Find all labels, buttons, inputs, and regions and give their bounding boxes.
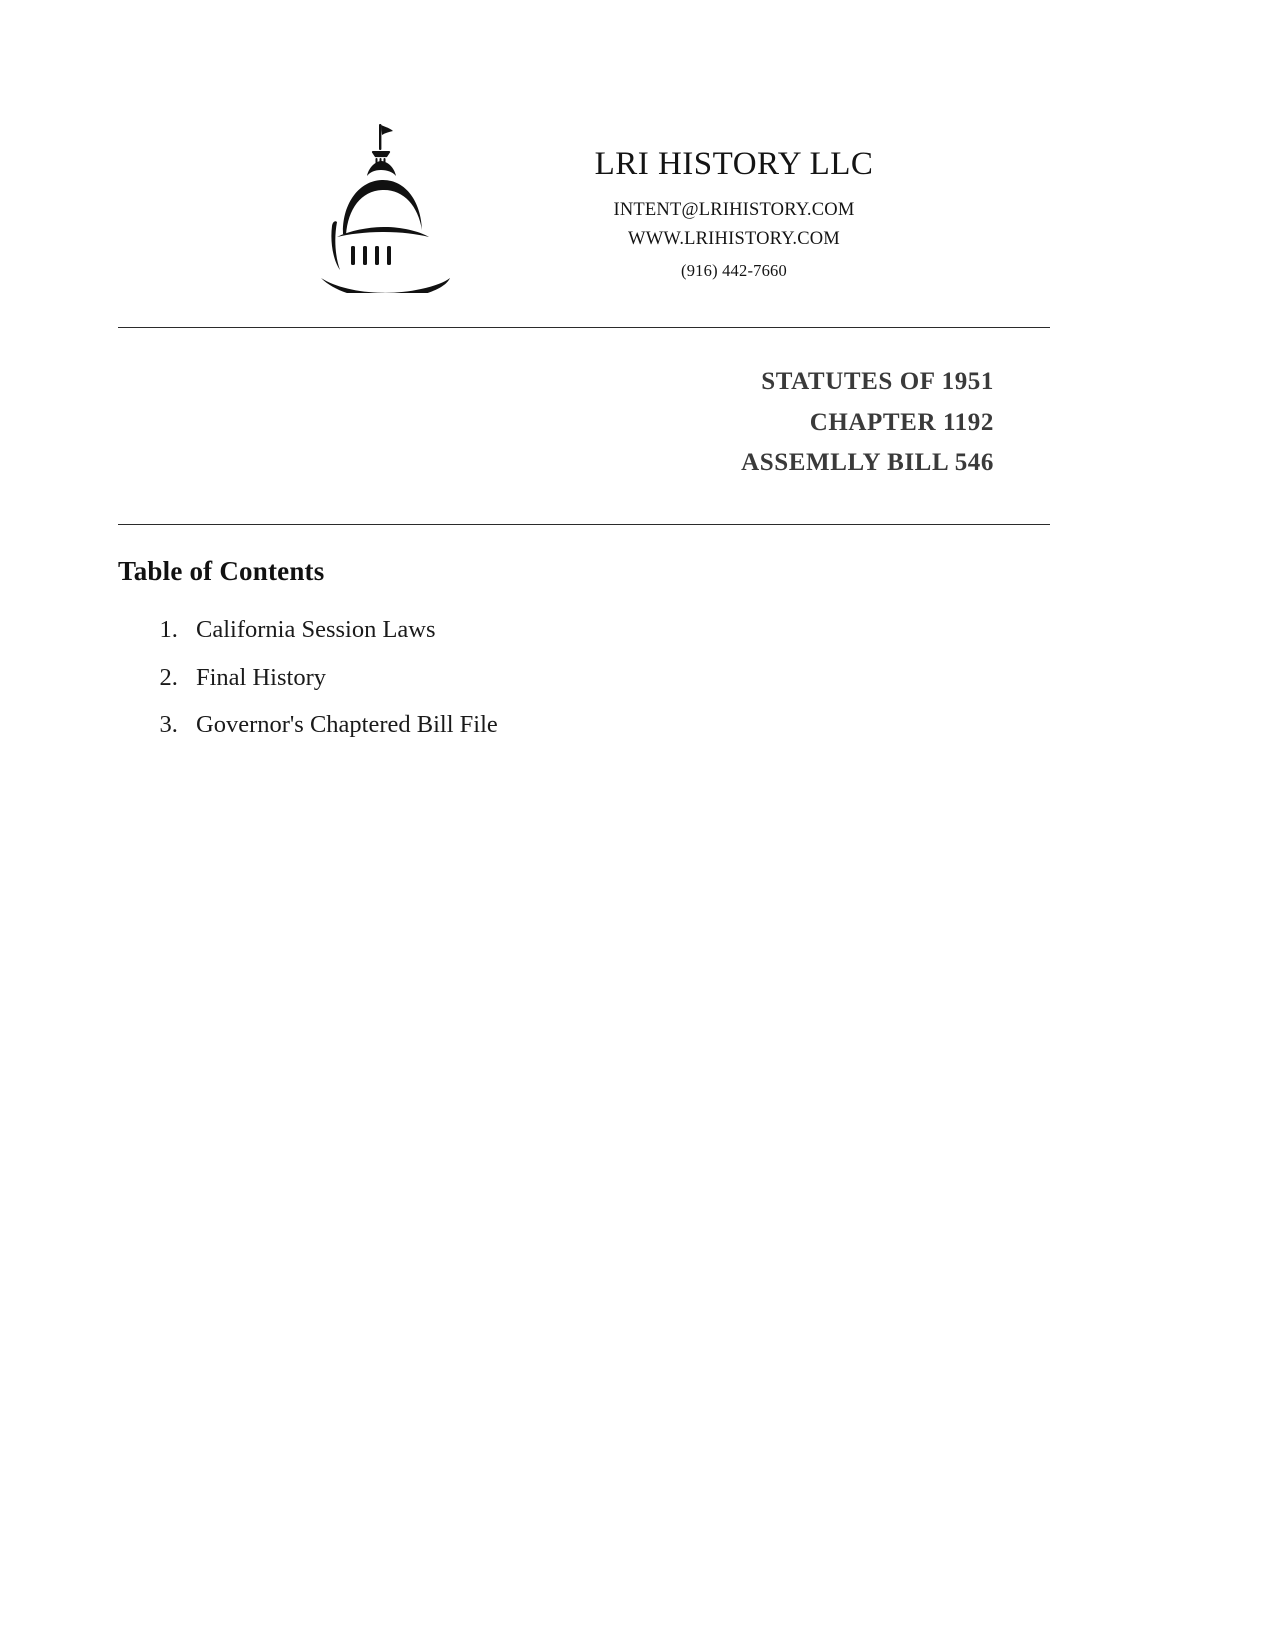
company-name: LRI HISTORY LLC [594, 146, 874, 182]
title-bill: ASSEMLLY BILL 546 [741, 449, 994, 476]
toc-item-label: Governor's Chaptered Bill File [196, 711, 498, 738]
title-statutes: STATUTES OF 1951 [761, 368, 994, 395]
list-item[interactable] [184, 618, 984, 643]
letterhead [0, 118, 1276, 293]
list-item[interactable] [184, 663, 984, 691]
toc-item-label: California Session Laws [196, 616, 436, 643]
contact-email: INTENT@LRIHISTORY.COM [613, 200, 855, 221]
toc-item-label: Final History [196, 663, 326, 691]
table-of-contents-list [118, 618, 984, 761]
divider-top [118, 327, 1050, 328]
table-of-contents-heading: Table of Contents [118, 556, 325, 586]
contact-phone: (916) 442-7660 [681, 260, 787, 280]
list-item[interactable] [184, 713, 984, 738]
divider-bottom [118, 524, 1050, 525]
contact-website: WWW.LRIHISTORY.COM [628, 228, 840, 249]
capitol-dome-logo-icon [307, 118, 457, 293]
contact-block [499, 118, 969, 283]
document-title-block [294, 362, 994, 484]
title-chapter: CHAPTER 1192 [809, 408, 994, 436]
